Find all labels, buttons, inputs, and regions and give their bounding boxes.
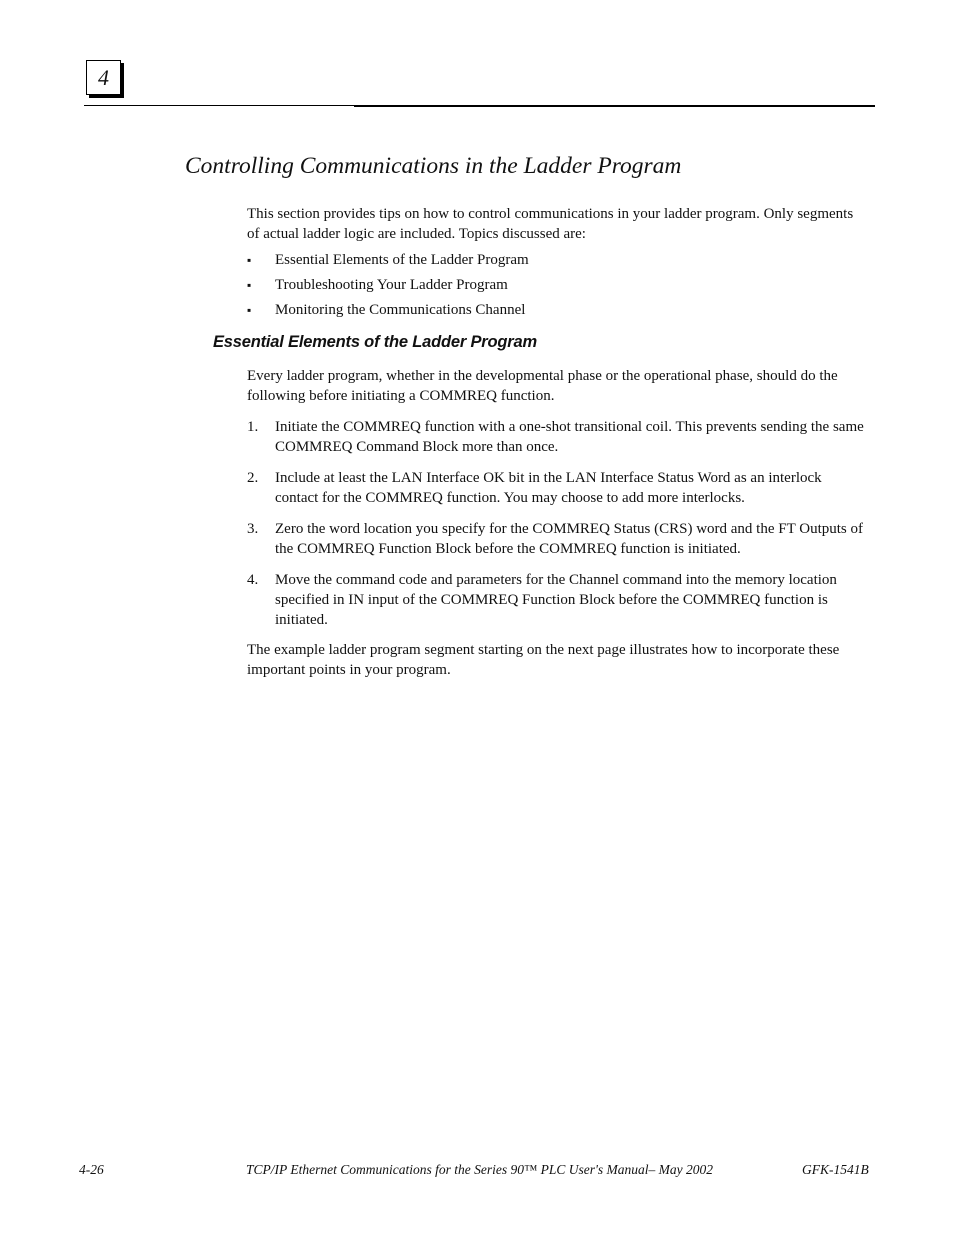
footer-manual-title: TCP/IP Ethernet Communications for the Series 90™ PLC User's Manual– May 2002 — [246, 1162, 713, 1177]
step-text: Zero the word location you specify for the COMMREQ Status (CRS) word and the FT Outputs of the COMMREQ Function Block before the COMMREQ function is initiated. — [275, 521, 863, 557]
list-item — [247, 250, 529, 275]
section-intro: This section provides tips on how to control communications in your ladder program. Only segments of actual ladder logic are included. Topics discussed are: — [247, 206, 854, 242]
bullet-icon: ▪ — [247, 278, 252, 292]
step-item — [247, 417, 867, 457]
footer-doc-id: GFK-1541B — [802, 1162, 869, 1177]
subsection-title: Essential Elements of the Ladder Program — [213, 333, 537, 351]
topic-text: Troubleshooting Your Ladder Program — [275, 277, 508, 293]
topic-text: Essential Elements of the Ladder Program — [275, 252, 529, 268]
step-number: 4. — [247, 572, 259, 588]
header-rule-thick — [354, 105, 875, 107]
chapter-number-box: 4 — [86, 60, 121, 95]
topic-text: Monitoring the Communications Channel — [275, 302, 526, 318]
step-text: Include at least the LAN Interface OK bit in the LAN Interface Status Word as an interlock contact for the COMMREQ function. You may choose to add more interlocks. — [275, 470, 822, 506]
header-rule-thin — [84, 105, 354, 106]
topic-list — [247, 250, 529, 325]
list-item — [247, 300, 529, 325]
closing-paragraph: The example ladder program segment starting on the next page illustrates how to incorporate these important points in your program. — [247, 642, 840, 678]
step-text: Move the command code and parameters for the Channel command into the memory location specified in IN input of the COMMREQ Function Block before the COMMREQ function is initiated. — [275, 572, 837, 628]
footer-page-number: 4-26 — [79, 1162, 104, 1177]
step-item — [247, 519, 867, 559]
step-item — [247, 570, 867, 630]
steps-list — [247, 417, 867, 641]
step-number: 1. — [247, 419, 259, 435]
step-item — [247, 468, 867, 508]
subsection-intro: Every ladder program, whether in the developmental phase or the operational phase, should do the following before initiating a COMMREQ function. — [247, 368, 838, 404]
section-title: Controlling Communications in the Ladder Program — [185, 153, 682, 179]
list-item — [247, 275, 529, 300]
bullet-icon: ▪ — [247, 253, 252, 267]
step-number: 2. — [247, 470, 259, 486]
step-number: 3. — [247, 521, 259, 537]
step-text: Initiate the COMMREQ function with a one-shot transitional coil. This prevents sending the same COMMREQ Command Block more than once. — [275, 419, 864, 455]
bullet-icon: ▪ — [247, 303, 252, 317]
